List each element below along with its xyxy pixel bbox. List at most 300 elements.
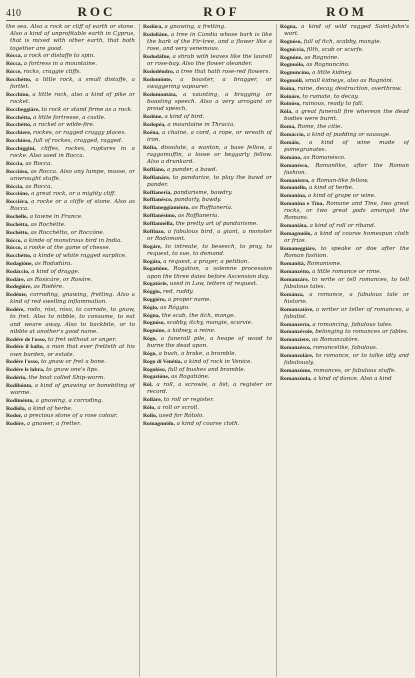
entry-headword: Rocchétto,	[6, 253, 32, 260]
entry-definition: pandarisme, bawdry.	[173, 189, 233, 196]
entry-definition: a fabulous bird, a giant, a monster or Rodomont.	[147, 228, 272, 242]
entry-definition: a chaine, a cord, a rope, or wreath of iron.	[147, 129, 272, 143]
entry-headword: Roinóso,	[280, 101, 301, 108]
entry-definition: a gnawer, a fretter.	[26, 421, 81, 428]
dictionary-entry	[280, 140, 409, 154]
entry-definition: a kind of wine made of pomegranates.	[284, 139, 409, 153]
entry-headword: Romanzíere,	[280, 337, 311, 344]
dictionary-entry	[280, 368, 409, 375]
dictionary-entry	[143, 359, 272, 366]
entry-definition: to speake or doe after the Roman fashion.	[284, 245, 409, 260]
entry-definition: a precious stone of a rose colour.	[23, 413, 118, 420]
entry-headword: Róccia,	[6, 183, 24, 190]
entry-definition: the scab, the itch, mange.	[161, 312, 236, 319]
entry-headword: Romanzúme,	[280, 367, 312, 374]
entry-headword: Rogatióne,	[143, 266, 169, 273]
entry-headword: Rodére l'osso,	[6, 359, 40, 366]
dictionary-entry	[6, 122, 135, 129]
entry-definition: a Roman-like fellow.	[311, 177, 369, 184]
entry-headword: Rodére de l'osso,	[6, 336, 47, 343]
entry-definition: a little romance or rime.	[312, 268, 382, 275]
dictionary-entry	[280, 185, 409, 192]
entry-definition: a pander, a bawd.	[167, 166, 218, 173]
entry-definition: Romane and Tine, two great rocks, or two great gods amongst the Romans.	[284, 200, 409, 222]
dictionary-entry	[280, 292, 409, 306]
entry-definition: rockes, or ragged craggy places.	[33, 130, 126, 137]
entry-definition: as Roffianería.	[191, 205, 233, 212]
dictionary-entry	[280, 163, 409, 177]
entry-headword: Roináre,	[280, 93, 301, 100]
entry-headword: Rodopéa,	[143, 121, 166, 128]
entry-definition: romancelike, fabulous.	[313, 344, 378, 351]
dictionary-entry	[6, 92, 135, 106]
entry-headword: Rodáre,	[6, 276, 26, 283]
entry-definition: a kind of roll or riband.	[309, 223, 376, 230]
entry-headword: Rodáccio,	[6, 268, 30, 275]
entry-definition: to fret without or anger.	[47, 336, 117, 343]
dictionary-entry	[280, 337, 409, 344]
page-header	[6, 4, 409, 21]
dictionary-entry	[143, 205, 272, 212]
entry-headword: Románo,	[280, 154, 302, 161]
entry-headword: Rognuólo,	[280, 62, 305, 69]
dictionary-entry	[280, 322, 409, 329]
dictionary-entry	[6, 77, 135, 91]
dictionary-entry	[6, 367, 135, 374]
entry-definition: to gnaw one's lips.	[46, 367, 99, 374]
entry-headword: Roccióso,	[6, 168, 29, 175]
entry-headword: Roéna,	[143, 129, 160, 136]
entry-definition: to gnaw or fret a bone.	[40, 359, 107, 366]
dictionary-entry	[6, 61, 135, 68]
dictionary-entry	[280, 376, 409, 383]
entry-definition: a kind of dance. Also a kind	[313, 375, 392, 382]
running-headword-1: ROC	[77, 4, 116, 19]
entry-headword: Rócco,	[6, 245, 22, 252]
dictionary-entry	[280, 329, 409, 336]
dictionary-entry	[143, 213, 272, 220]
dictionary-entry	[280, 109, 409, 123]
entry-headword: Rodegióre,	[6, 284, 32, 291]
entry-definition: a rooke at the game of chesse.	[23, 245, 111, 252]
entry-definition: small kidneys, also as Rognóni.	[304, 77, 394, 84]
dictionary-entry	[6, 284, 135, 291]
entry-definition: a fortress in a mountaine.	[23, 61, 97, 68]
page-number: 410	[6, 8, 21, 19]
dictionary-entry	[6, 69, 135, 76]
entry-headword: Rodióla,	[6, 405, 27, 412]
dictionary-entry	[6, 222, 135, 229]
entry-headword: Rogo di Venétia,	[143, 358, 183, 365]
entry-definition: a little fortresse, a castle.	[33, 114, 106, 121]
dictionary-entry	[280, 246, 409, 260]
entry-headword: Roffianáre,	[143, 174, 171, 181]
entry-headword: Romáccio,	[280, 131, 306, 138]
dictionary-entry	[143, 351, 272, 358]
running-headword-3: ROM	[326, 4, 367, 19]
entry-definition: a bush, a brake, a bramble.	[158, 350, 237, 357]
entry-headword: Roffínzo,	[143, 228, 165, 235]
entry-definition: the sea. Also a rock or cliff of earth or stone. Also a kind of unprofitable earth in Cyprus, that is mixed with other earth, that both together are good.	[6, 24, 135, 52]
entry-definition: as Rocca.	[25, 160, 53, 167]
entry-definition: a kidney, a reine.	[167, 328, 216, 335]
dictionary-entry	[143, 367, 272, 374]
entry-definition: full of itch, scabby, mangie.	[303, 39, 382, 45]
dictionary-entry	[6, 292, 135, 306]
entry-headword: Ról,	[143, 382, 153, 389]
entry-headword: Rógo,	[143, 350, 157, 357]
entry-definition: ruine, decay, destruction, overthrow.	[297, 85, 402, 92]
entry-headword: Rogatórie,	[143, 281, 169, 288]
dictionary-entry	[6, 138, 135, 145]
dictionary-entry	[6, 413, 135, 420]
dictionary-entry	[280, 132, 409, 139]
entry-headword: Romáio,	[280, 139, 301, 146]
entry-definition: to romance, or to talke idly and fabulously.	[284, 352, 409, 366]
entry-headword: Rocchíggini,	[6, 145, 36, 152]
entry-definition: Rogation, a solemne procession upon the three daies before Ascension day.	[147, 266, 272, 280]
dictionary-entry	[143, 413, 272, 420]
entry-headword: Romanístro,	[280, 177, 310, 184]
entry-headword: Rocchíno,	[6, 91, 30, 98]
dictionary-entry	[6, 130, 135, 137]
dictionary-entry	[143, 32, 272, 54]
entry-headword: Roccióne,	[6, 191, 30, 198]
entry-definition: a kind of grape or wine.	[308, 193, 376, 200]
column-2	[139, 24, 272, 677]
entry-definition: to intreate, to beseech, to pray, to request, to sue, to demand.	[147, 243, 272, 257]
entry-definition: as Rosicáre, or Rosáre.	[26, 276, 93, 283]
entry-definition: a roll, a scrowle, a list, a register or record.	[147, 382, 272, 396]
dictionary-entry	[143, 69, 272, 76]
dictionary-entry	[6, 24, 135, 53]
entry-definition: full of rockes, cragged, ragged.	[33, 137, 123, 144]
entry-headword: Romanzería,	[280, 321, 311, 328]
dictionary-entry	[280, 101, 409, 108]
entry-definition: scabby, itchy, mangie, scurvie.	[166, 320, 253, 327]
entry-headword: Roffiáno,	[143, 166, 166, 173]
dictionary-entry	[280, 277, 409, 291]
entry-headword: Rodagióne,	[6, 260, 33, 267]
entry-definition: to roll or register.	[163, 397, 215, 404]
entry-definition: a romancing, fabulous tales.	[312, 321, 393, 328]
entry-definition: Romanisme.	[306, 260, 342, 267]
dictionary-entry	[280, 223, 409, 230]
entry-headword: Romanésco,	[280, 162, 309, 169]
entry-definition: filth, scab or scurfe.	[306, 46, 364, 53]
entry-definition: corroding, gnawing, fretting. Also a kind of red swelling inflammation.	[10, 292, 135, 306]
entry-headword: Rólo,	[143, 404, 156, 411]
entry-definition: a kind of coarse cloth.	[176, 420, 240, 427]
dictionary-entry	[143, 421, 272, 428]
entry-headword: Roccheggiáre,	[6, 106, 40, 113]
dictionary-entry	[280, 353, 409, 367]
entry-definition: the pretty art of pandarisme.	[175, 220, 259, 227]
entry-headword: Rocchióso,	[6, 137, 32, 144]
entry-headword: Rochétta,	[6, 221, 29, 228]
dictionary-entry	[6, 245, 135, 252]
entry-definition: as Romanzatóre.	[311, 337, 360, 344]
entry-headword: Roggiéro,	[143, 296, 167, 303]
entry-headword: Romanína,	[280, 193, 307, 200]
dictionary-entry	[280, 70, 409, 77]
entry-definition: a little rock, a small distaffe, a fortlet.	[10, 76, 135, 90]
entry-headword: Romanzésco,	[280, 344, 312, 351]
dictionary-entry	[6, 307, 135, 336]
entry-definition: as Rognóne.	[304, 54, 340, 61]
entry-headword: Rócco,	[6, 237, 22, 244]
dictionary-entry	[6, 146, 135, 160]
entry-headword: Rodóre,	[6, 421, 26, 428]
dictionary-entry	[143, 130, 272, 144]
dictionary-entry	[143, 197, 272, 204]
dictionary-entry	[280, 124, 409, 131]
entry-definition: as Rogatióne.	[171, 374, 210, 381]
entry-headword: Romanína e Tína,	[280, 200, 324, 207]
dictionary-entry	[6, 269, 135, 276]
dictionary-entry	[6, 359, 135, 366]
dictionary-entry	[280, 78, 409, 85]
entry-definition: as Rognuncíno.	[306, 62, 350, 69]
dictionary-entry	[143, 320, 272, 327]
entry-headword: Roffianésimo,	[143, 212, 177, 219]
entry-definition: to rock or stand firme as a rock.	[41, 106, 133, 113]
dictionary-entry	[143, 54, 272, 68]
dictionary-entry	[280, 307, 409, 321]
dictionary-entry	[280, 39, 409, 46]
entry-headword: Rognuncíno,	[280, 70, 311, 77]
entry-definition: a man that ever fretteth at his own burden, or estate.	[10, 344, 135, 358]
entry-definition: a great funerall fire whereon the dead bodies were burnt.	[284, 109, 409, 123]
dictionary-entry	[143, 336, 272, 350]
entry-definition: a request, a prayer, a petition.	[163, 258, 250, 265]
dictionary-entry	[143, 221, 272, 228]
entry-definition: to pandarize, to play the bawd or pander.	[147, 174, 272, 188]
entry-definition: romances, or fabulous stuffe.	[313, 367, 397, 374]
dictionary-entry	[6, 375, 135, 382]
entry-headword: Rodére,	[6, 307, 25, 314]
entry-headword: Róla,	[280, 109, 293, 116]
entry-headword: Romanzétto,	[280, 268, 311, 275]
dictionary-entry	[143, 281, 272, 288]
dictionary-entry	[143, 259, 272, 266]
entry-headword: Rodéro il baſto,	[6, 344, 45, 351]
entry-definition: pandarly, bawdy.	[174, 197, 222, 204]
dictionary-entry	[143, 114, 272, 121]
entry-headword: Rocchétta,	[6, 114, 32, 121]
entry-headword: Rodibónto,	[6, 382, 33, 389]
entry-headword: Rogazióne,	[143, 374, 170, 381]
entry-headword: Rocchétto,	[6, 76, 32, 83]
entry-definition: a boaster, a bragger, or swaggering vapourer.	[147, 76, 272, 90]
dictionary-entry	[6, 230, 135, 237]
dictionary-entry	[280, 178, 409, 185]
dictionary-entry	[280, 94, 409, 101]
entry-headword: Rododéndro,	[143, 69, 175, 75]
entry-definition: used in Law, letters of request.	[169, 281, 258, 288]
entry-definition: a towne in France.	[29, 214, 83, 221]
entry-definition: a kind of dragge.	[31, 268, 80, 275]
entry-headword: Roffianeggiaménto,	[143, 205, 190, 212]
entry-definition: Romanlike, after the Roman fashion.	[284, 162, 409, 176]
entry-headword: Rodor,	[6, 413, 23, 420]
entry-definition: a shrub with leaves like the laurell or rose-bay. Also the flower oleander.	[147, 54, 272, 68]
entry-definition: a vaunting, a bragging or boasting speech. Also a very arrogant or proud speech.	[147, 91, 272, 113]
entry-headword: Rodóne,	[143, 114, 163, 120]
dictionary-entry	[280, 55, 409, 62]
entry-definition: a rock or distaffe to spin.	[23, 53, 95, 60]
entry-headword: Roína,	[280, 85, 296, 92]
entry-headword: Rogáre,	[143, 243, 162, 250]
dictionary-entry	[6, 161, 135, 168]
dictionary-entry	[6, 107, 135, 114]
entry-headword: Rócca,	[6, 53, 22, 60]
dictionary-entry	[280, 269, 409, 276]
entry-headword: Romagnuólo,	[280, 230, 312, 237]
dictionary-entry	[143, 175, 272, 189]
dictionary-entry	[143, 266, 272, 280]
entry-definition: a romance, a fabulous tale or historie.	[284, 291, 409, 305]
entry-headword: Rognuóli,	[280, 77, 304, 84]
dictionary-entry	[6, 383, 135, 397]
dictionary-entry	[143, 145, 272, 167]
entry-definition: as Roffianería.	[177, 212, 220, 219]
dictionary-entry	[280, 193, 409, 200]
entry-definition: a writer or teller of romances, a fabulist.	[284, 306, 409, 320]
dictionary-entry	[143, 167, 272, 174]
entry-headword: Róggio,	[143, 289, 162, 296]
dictionary-entry	[6, 53, 135, 60]
entry-definition: as Róggio.	[160, 304, 190, 311]
entry-definition: a kind of bird.	[164, 114, 205, 120]
dictionary-entry	[6, 406, 135, 413]
entry-headword: Romanzatóre,	[280, 306, 314, 313]
entry-definition: belonging to romances or fables.	[315, 329, 409, 336]
entry-definition: Rome, the citie.	[297, 124, 343, 131]
entry-definition: a kind of gnawing or bonebiting of worme.	[10, 382, 135, 396]
entry-definition: a kind of coarse homespun cloth or frize.	[284, 230, 409, 245]
entry-definition: a little kidney.	[312, 70, 353, 77]
dictionary-entry	[143, 374, 272, 381]
entry-headword: Rognóso,	[280, 39, 302, 45]
entry-definition: as Rocca. Also any lumpe, masse, or unwrought stuffe.	[10, 168, 135, 182]
dictionary-entry	[6, 253, 135, 260]
entry-definition: used for Rótolo.	[158, 412, 204, 419]
dictionary-entry	[280, 62, 409, 69]
entry-definition: a rocke or a cliffe of stone. Also as Rocca.	[10, 199, 135, 213]
dictionary-entry	[6, 184, 135, 191]
dictionary-entry	[6, 115, 135, 122]
entry-definition: full of bushes and bramble.	[167, 366, 246, 373]
entry-definition: as Rocca.	[25, 183, 53, 190]
dictionary-entry	[143, 297, 272, 304]
entry-headword: Rófia,	[143, 144, 158, 151]
dictionary-entry	[143, 305, 272, 312]
entry-definition: ruinous, ready to fall.	[302, 101, 364, 108]
dictionary-entry	[6, 169, 135, 183]
entry-definition: a kinde of monstrous bird in India.	[23, 237, 123, 244]
entry-headword: Rocchiere,	[6, 130, 32, 137]
entry-headword: Roma,	[280, 124, 296, 131]
entry-headword: Rochélle,	[6, 214, 28, 221]
dictionary-entry	[280, 47, 409, 54]
entry-definition: rodo, rósi, róso, to corrode, to gnaw, to fret. Also to nibble, to consume, to eat and weare away. Also to backbite, or to nibble at another's good name.	[10, 307, 135, 335]
dictionary-entry	[6, 238, 135, 245]
dictionary-entry	[143, 328, 272, 335]
entry-definition: a funerall pile, a heape of wood to burne the dead upon.	[147, 335, 272, 350]
entry-headword: Rodério,	[6, 374, 27, 381]
dictionary-entry	[143, 77, 272, 91]
entry-definition: as Rodére.	[33, 284, 64, 291]
entry-definition: a roll or scroll.	[157, 404, 200, 411]
entry-headword: Roffianería,	[143, 189, 172, 196]
dictionary-entry	[6, 398, 135, 405]
entry-headword: Rogníccia,	[280, 46, 306, 53]
dictionary-entry	[6, 214, 135, 221]
entry-definition: a mountaine in Thracia.	[167, 121, 235, 128]
dictionary-entry	[143, 24, 272, 31]
dictionary-entry	[6, 337, 135, 344]
dictionary-entry	[143, 382, 272, 396]
entry-headword: Romanéllo,	[280, 185, 308, 192]
entry-definition: as Rochétte.	[30, 221, 66, 228]
entry-headword: Rógna,	[280, 24, 297, 30]
dictionary-entry	[280, 261, 409, 268]
entry-definition: a proper name.	[167, 296, 212, 303]
entry-headword: Rognóne,	[143, 328, 166, 335]
entry-headword: Romagnuólo,	[143, 420, 175, 427]
entry-definition: red, ruddy.	[162, 289, 194, 296]
entry-definition: to write or tell romances, to tell fabulous tales.	[284, 276, 409, 290]
entry-definition: a kind of pudding or sausage.	[306, 131, 391, 138]
entry-headword: Romanítà,	[280, 260, 306, 267]
entry-definition: a kinde of white ragged surplice.	[33, 253, 127, 260]
entry-headword: Rócce,	[6, 69, 22, 75]
dictionary-entry	[143, 313, 272, 320]
entry-headword: Rógio,	[143, 304, 159, 311]
entry-headword: Rocchétto,	[6, 122, 32, 129]
entry-definition: to ruinate, to decay.	[302, 93, 359, 100]
entry-headword: Romaneggiáre,	[280, 245, 317, 252]
entry-headword: Romaniáta,	[280, 223, 308, 230]
entry-headword: Romanzúola,	[280, 375, 312, 382]
entry-headword: Romanzoláre,	[280, 352, 314, 359]
entry-headword: Rogolóso,	[143, 366, 167, 373]
entry-definition: rocks, craggie cliffs.	[23, 69, 81, 75]
entry-headword: Rolláre,	[143, 397, 163, 404]
entry-headword: Róccia,	[6, 160, 24, 167]
entry-definition: a great rock, or a mighty cliff.	[30, 191, 116, 198]
dictionary-entry	[280, 201, 409, 223]
entry-definition: a tree that hath rose-red flowers.	[175, 69, 271, 75]
dictionary-entry	[143, 92, 272, 114]
entry-definition: a kind of wild ragged Saint-John's wort.	[284, 24, 409, 38]
entry-headword: Rocciéra,	[6, 199, 29, 206]
running-headword-2: ROF	[203, 4, 240, 19]
entry-headword: Románza,	[280, 291, 305, 298]
entry-headword: Romanzáre,	[280, 276, 309, 283]
dictionary-entry	[143, 244, 272, 258]
entry-headword: Rodoliáne,	[143, 31, 169, 38]
text-columns	[6, 24, 409, 677]
column-3	[276, 24, 409, 677]
entry-headword: Rogáta,	[143, 258, 162, 265]
entry-headword: Rógna,	[143, 312, 160, 319]
dictionary-entry	[143, 405, 272, 412]
entry-definition: a gnawing, a fretting.	[164, 24, 226, 30]
entry-definition: the boat called Ship-worm.	[28, 374, 106, 381]
column-1	[6, 24, 135, 677]
